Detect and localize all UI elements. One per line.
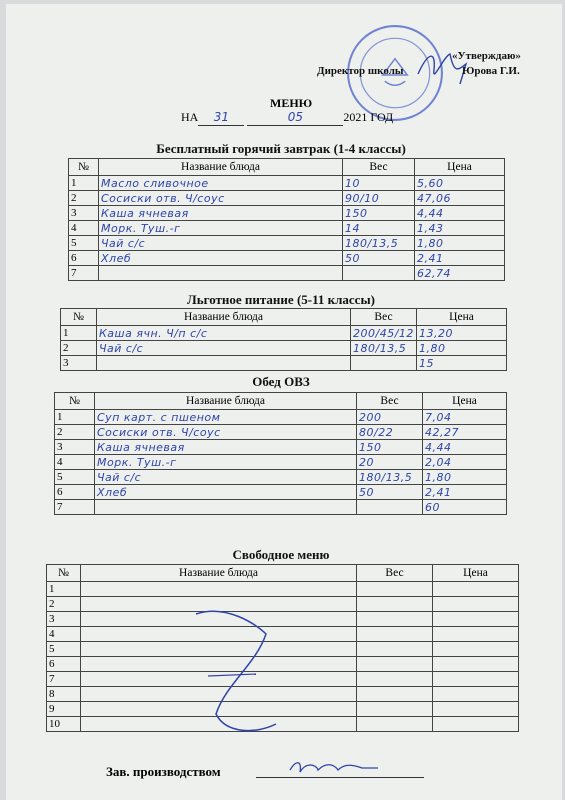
table-row — [55, 410, 507, 425]
dish-weight: 200/45/12 — [351, 326, 417, 341]
dish-price — [433, 687, 519, 702]
row-number: 4 — [47, 627, 81, 642]
dish-weight: 200 — [357, 410, 423, 425]
dish-price: 2,41 — [415, 251, 505, 266]
dish-weight: 180/13,5 — [351, 341, 417, 356]
dish-name: Чай с/с — [99, 236, 343, 251]
discount-table — [60, 308, 507, 371]
free-breakfast-title: Бесплатный горячий завтрак (1-4 классы) — [156, 141, 406, 156]
dish-weight — [357, 642, 433, 657]
table-row — [69, 221, 505, 236]
dish-price: 62,74 — [415, 266, 505, 281]
table-row — [55, 455, 507, 470]
menu-sheet — [6, 4, 562, 800]
dish-price: 15 — [417, 356, 507, 371]
dish-price: 47,06 — [415, 191, 505, 206]
table-row — [55, 470, 507, 485]
dish-price: 60 — [423, 500, 507, 515]
row-number: 5 — [69, 236, 99, 251]
col-price: Цена — [433, 565, 519, 582]
col-num: № — [47, 565, 81, 582]
table-row — [69, 191, 505, 206]
col-price: Цена — [423, 393, 507, 410]
ovz-title: Обед ОВЗ — [252, 374, 310, 389]
dish-weight — [357, 672, 433, 687]
row-number: 1 — [61, 326, 97, 341]
table-header — [47, 565, 519, 582]
dish-price: 4,44 — [415, 206, 505, 221]
dish-weight: 150 — [343, 206, 415, 221]
row-number: 1 — [47, 582, 81, 597]
director-name: Юрова Г.И. — [462, 65, 520, 77]
row-number: 7 — [69, 266, 99, 281]
dish-weight: 90/10 — [343, 191, 415, 206]
col-price: Цена — [415, 159, 505, 176]
row-number: 6 — [69, 251, 99, 266]
row-number: 2 — [47, 597, 81, 612]
row-number: 3 — [47, 612, 81, 627]
date-day: 31 — [213, 110, 229, 124]
dish-price: 2,41 — [423, 485, 507, 500]
col-num: № — [61, 309, 97, 326]
dish-name: Хлеб — [95, 485, 357, 500]
dish-price: 1,80 — [417, 341, 507, 356]
dish-name: Чай с/с — [95, 470, 357, 485]
dish-price — [433, 582, 519, 597]
dish-weight: 14 — [343, 221, 415, 236]
row-number: 2 — [61, 341, 97, 356]
table-row — [69, 206, 505, 221]
dish-name: Чай с/с — [97, 341, 351, 356]
table-header — [61, 309, 507, 326]
dish-weight: 80/22 — [357, 425, 423, 440]
table-row — [69, 236, 505, 251]
dish-weight — [357, 702, 433, 717]
dish-weight: 50 — [343, 251, 415, 266]
dish-weight — [351, 356, 417, 371]
row-number: 8 — [47, 687, 81, 702]
manager-signature — [286, 756, 386, 782]
dish-price: 7,04 — [423, 410, 507, 425]
dish-weight — [357, 657, 433, 672]
dish-name: Сосиски отв. Ч/соус — [99, 191, 343, 206]
row-number: 10 — [47, 717, 81, 732]
dish-price: 13,20 — [417, 326, 507, 341]
dish-price: 2,04 — [423, 455, 507, 470]
dish-weight: 50 — [357, 485, 423, 500]
row-number: 7 — [55, 500, 95, 515]
dish-weight — [357, 612, 433, 627]
col-num: № — [69, 159, 99, 176]
dish-name: Хлеб — [99, 251, 343, 266]
dish-name — [99, 266, 343, 281]
table-row — [69, 266, 505, 281]
row-number: 2 — [55, 425, 95, 440]
dish-price: 1,43 — [415, 221, 505, 236]
dish-name: Каша ячневая — [95, 440, 357, 455]
dish-weight — [357, 582, 433, 597]
row-number: 3 — [61, 356, 97, 371]
dish-name: Каша ячневая — [99, 206, 343, 221]
dish-weight: 10 — [343, 176, 415, 191]
production-manager-label: Зав. производством — [106, 764, 221, 779]
col-name: Название блюда — [97, 309, 351, 326]
dish-price — [433, 612, 519, 627]
dish-name: Суп карт. с пшеном — [95, 410, 357, 425]
row-number: 3 — [55, 440, 95, 455]
col-price: Цена — [417, 309, 507, 326]
table-row — [61, 326, 507, 341]
date-year: 2021 ГОД — [343, 110, 394, 124]
table-row — [69, 251, 505, 266]
dish-price: 42,27 — [423, 425, 507, 440]
table-row — [69, 176, 505, 191]
menu-title: МЕНЮ — [270, 96, 313, 110]
free-menu-title: Свободное меню — [232, 547, 330, 562]
approve-label: «Утверждаю» — [452, 50, 521, 62]
dish-price — [433, 702, 519, 717]
table-row — [55, 440, 507, 455]
row-number: 7 — [47, 672, 81, 687]
row-number: 4 — [55, 455, 95, 470]
dish-weight — [357, 717, 433, 732]
row-number: 1 — [55, 410, 95, 425]
dish-price — [433, 597, 519, 612]
dish-price — [433, 642, 519, 657]
director-label: Директор школы — [317, 65, 404, 77]
table-header — [55, 393, 507, 410]
discount-title: Льготное питание (5-11 классы) — [187, 292, 375, 307]
row-number: 5 — [47, 642, 81, 657]
table-row — [61, 356, 507, 371]
table-header — [69, 159, 505, 176]
col-weight: Вес — [357, 393, 423, 410]
col-name: Название блюда — [99, 159, 343, 176]
free-breakfast-table — [68, 158, 505, 281]
dish-weight — [357, 687, 433, 702]
col-weight: Вес — [351, 309, 417, 326]
menu-date — [181, 110, 393, 126]
row-number: 2 — [69, 191, 99, 206]
dish-weight — [357, 597, 433, 612]
dish-weight: 180/13,5 — [343, 236, 415, 251]
col-weight: Вес — [357, 565, 433, 582]
row-number: 6 — [55, 485, 95, 500]
dish-price: 5,60 — [415, 176, 505, 191]
table-row — [47, 582, 519, 597]
table-row — [55, 485, 507, 500]
dish-weight — [343, 266, 415, 281]
ovz-table — [54, 392, 507, 515]
row-number: 4 — [69, 221, 99, 236]
date-prefix: НА — [181, 110, 199, 124]
col-name: Название блюда — [81, 565, 357, 582]
dish-price: 1,80 — [423, 470, 507, 485]
dish-price — [433, 672, 519, 687]
z-crossout-mark — [186, 604, 286, 754]
dish-name: Сосиски отв. Ч/соус — [95, 425, 357, 440]
dish-name: Морк. Туш.-г — [95, 455, 357, 470]
table-row — [55, 425, 507, 440]
col-name: Название блюда — [95, 393, 357, 410]
dish-name: Морк. Туш.-г — [99, 221, 343, 236]
dish-name — [95, 500, 357, 515]
dish-weight — [357, 500, 423, 515]
row-number: 9 — [47, 702, 81, 717]
col-weight: Вес — [343, 159, 415, 176]
dish-weight — [357, 627, 433, 642]
dish-name — [81, 582, 357, 597]
dish-price — [433, 657, 519, 672]
row-number: 3 — [69, 206, 99, 221]
dish-weight: 180/13,5 — [357, 470, 423, 485]
dish-price — [433, 717, 519, 732]
table-row — [55, 500, 507, 515]
row-number: 5 — [55, 470, 95, 485]
table-row — [61, 341, 507, 356]
dish-name — [97, 356, 351, 371]
row-number: 1 — [69, 176, 99, 191]
dish-price: 4,44 — [423, 440, 507, 455]
date-month: 05 — [287, 110, 303, 124]
col-num: № — [55, 393, 95, 410]
dish-price: 1,80 — [415, 236, 505, 251]
dish-name: Каша ячн. Ч/п с/с — [97, 326, 351, 341]
dish-weight: 150 — [357, 440, 423, 455]
dish-price — [433, 627, 519, 642]
row-number: 6 — [47, 657, 81, 672]
dish-name: Масло сливочное — [99, 176, 343, 191]
dish-weight: 20 — [357, 455, 423, 470]
